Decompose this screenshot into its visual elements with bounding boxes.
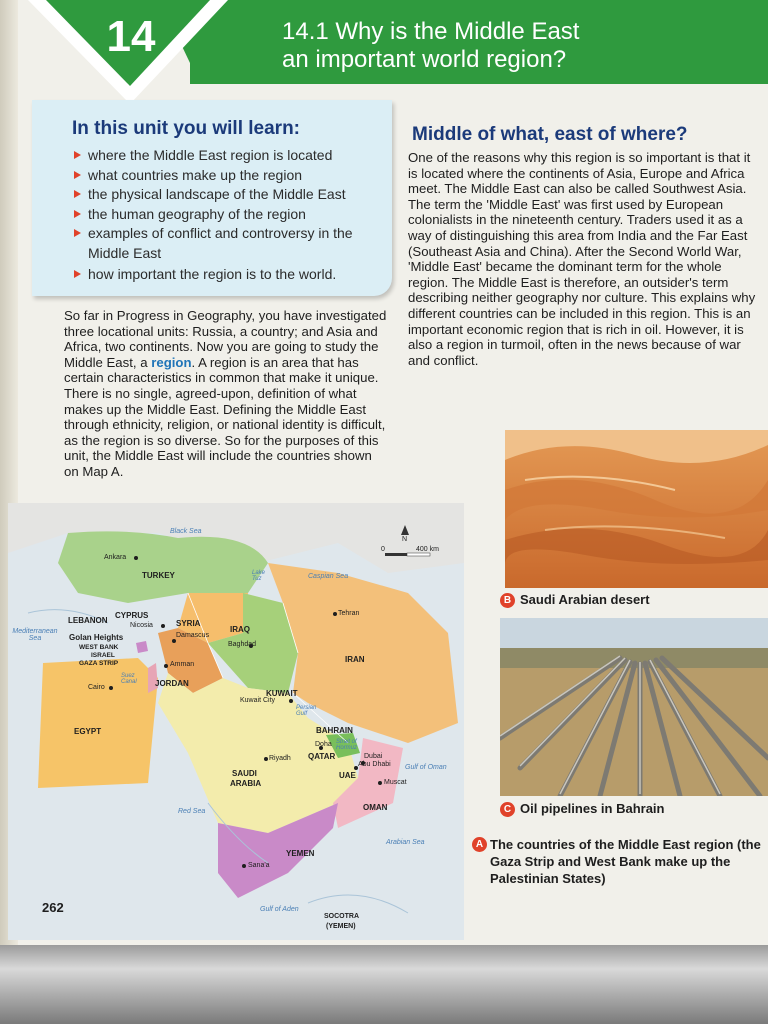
map-label: Black Sea xyxy=(170,528,202,535)
map-label: ISRAEL xyxy=(91,652,115,659)
list-item-text: the human geography of the region xyxy=(88,205,306,222)
map-label: Gulf of Aden xyxy=(260,906,299,913)
list-item xyxy=(72,146,384,166)
list-item xyxy=(72,265,384,285)
map-label: TURKEY xyxy=(142,571,175,580)
map-label: Abu Dhabi xyxy=(358,761,391,768)
caption-text: Saudi Arabian desert xyxy=(520,592,650,607)
caption-a xyxy=(472,836,768,887)
map-label: SYRIA xyxy=(176,619,201,628)
map-label: Nicosia xyxy=(130,622,153,629)
map-label: Arabian Sea xyxy=(386,839,425,846)
list-item-text: where the Middle East region is located xyxy=(88,147,333,163)
caption-text: Oil pipelines in Bahrain xyxy=(520,801,665,816)
caption-c xyxy=(500,801,664,817)
map-label: Golan Heights xyxy=(69,633,124,642)
map-scale-end: 400 km xyxy=(416,546,439,553)
chapter-number: 14 xyxy=(106,12,156,61)
map-label: Red Sea xyxy=(178,808,206,815)
map-label: Ankara xyxy=(104,554,127,561)
section-heading: Middle of what, east of where? xyxy=(412,124,688,145)
map-label: Damascus xyxy=(176,632,210,639)
pipelines-photo xyxy=(500,618,768,796)
map-label: GAZA STRIP xyxy=(79,660,119,667)
map-label: (YEMEN) xyxy=(326,923,356,930)
caption-badge: A xyxy=(472,837,487,852)
intro-paragraph xyxy=(64,308,390,480)
bullet-arrow-icon xyxy=(74,210,81,218)
caption-badge: C xyxy=(500,802,515,817)
map-label: Suez Canal xyxy=(121,673,137,685)
bullet-arrow-icon xyxy=(74,190,81,198)
map-label: CYPRUS xyxy=(115,611,149,620)
intro-text-1: So far in Progress in Geography, you have investigated three locational units: Russia, a country; and Asia and Africa, two continents. Now you are going to study the Middle East, a xyxy=(64,308,387,370)
page-title-line1: 14.1 Why is the Middle East xyxy=(282,18,580,45)
map-label: Doha xyxy=(315,741,332,748)
map-label: Dubai xyxy=(364,753,383,760)
map-label: QATAR xyxy=(308,752,336,761)
list-item-text: the physical landscape of the Middle East xyxy=(88,186,346,202)
map-label: Strait of Hormuz xyxy=(336,739,358,751)
map-label: Sana'a xyxy=(248,862,270,869)
desert-image xyxy=(505,430,768,588)
map-label: SOCOTRA xyxy=(324,913,359,920)
learning-objectives-list xyxy=(72,146,384,285)
map-label: Gulf of Oman xyxy=(405,764,447,771)
map-label: YEMEN xyxy=(286,849,315,858)
map-label: IRAN xyxy=(345,655,365,664)
map-label: SAUDI xyxy=(232,769,257,778)
bullet-arrow-icon xyxy=(74,229,81,237)
pipelines-image xyxy=(500,618,768,796)
page-title xyxy=(282,18,752,74)
map-label: OMAN xyxy=(363,803,388,812)
bullet-arrow-icon xyxy=(74,151,81,159)
list-item xyxy=(72,166,384,186)
map-label: Caspian Sea xyxy=(308,573,349,580)
list-item-text: how important the region is to the world. xyxy=(88,266,337,282)
map-scale-start: 0 xyxy=(381,546,385,553)
map-label: KUWAIT xyxy=(266,689,298,698)
desert-photo xyxy=(505,430,768,588)
background-surface xyxy=(0,945,768,1024)
map-label: LEBANON xyxy=(68,616,108,625)
list-item-text: examples of conflict and controversy in the Middle East xyxy=(88,225,353,261)
map-label: Persian Gulf xyxy=(296,705,317,717)
list-item xyxy=(72,205,384,225)
bullet-arrow-icon xyxy=(74,270,81,278)
caption-b xyxy=(500,592,650,608)
list-item xyxy=(72,224,384,263)
page-title-line2: an important world region? xyxy=(282,46,567,73)
middle-east-map xyxy=(8,503,464,940)
map-label: Lake Tuz xyxy=(252,570,266,582)
map-label: Kuwait City xyxy=(240,697,276,704)
map-label: Baghdad xyxy=(228,641,257,648)
map-label: BAHRAIN xyxy=(316,726,353,735)
map-label: WEST BANK xyxy=(79,644,119,651)
map-label: ARABIA xyxy=(230,779,262,788)
map-label: EGYPT xyxy=(74,727,102,736)
map-label: Amman xyxy=(170,661,195,668)
map-label: JORDAN xyxy=(155,679,189,688)
map-label: Tehran xyxy=(338,610,360,617)
north-arrow-label: N xyxy=(402,536,408,543)
map-label: UAE xyxy=(339,771,356,780)
learning-objectives-title: In this unit you will learn: xyxy=(72,118,301,139)
intro-text-2: . A region is an area that has certain characteristics in common that make it unique. There is no single, agreed-upon, definition of what makes up the Middle East. Defining the Middle East through ethnicity, religion, or national identity is difficult, as the region is so diverse. So for the purposes of this unit, the Middle East will include the countries shown on Map A. xyxy=(64,354,386,479)
caption-text: The countries of the Middle East region (the Gaza Strip and West Bank make up the Palestinian States) xyxy=(490,837,761,886)
list-item-text: what countries make up the region xyxy=(88,166,303,183)
map-label: Mediterranean Sea xyxy=(12,628,58,642)
bullet-arrow-icon xyxy=(74,171,81,179)
page-number: 262 xyxy=(42,900,64,915)
map-graphic xyxy=(8,503,464,940)
list-item xyxy=(72,185,384,205)
section-body: One of the reasons why this region is so important is that it is located where the continents of Asia, Europe and Africa meet. The Middle East can also be called Southwest Asia. The term the 'Middle East' was first used by European colonialists in the nineteenth century. Traders used it as a way of distinguishing this area from India and the Far East (Southeast Asia and China). After the Second World War, 'Middle East' became the dominant term for the whole region. The Middle East is therefore, an outsider's term describing neither geography nor culture. This explains why different countries can be included in this region. This is an important economic region that is rich in oil. However, it is also a region in turmoil, often in the news because of war and conflict. xyxy=(408,150,756,368)
keyword-region: region xyxy=(151,354,192,370)
map-label: IRAQ xyxy=(230,625,250,634)
map-label: Riyadh xyxy=(269,755,291,762)
caption-badge: B xyxy=(500,593,515,608)
map-label: Cairo xyxy=(88,684,105,691)
map-label: Muscat xyxy=(384,779,407,786)
